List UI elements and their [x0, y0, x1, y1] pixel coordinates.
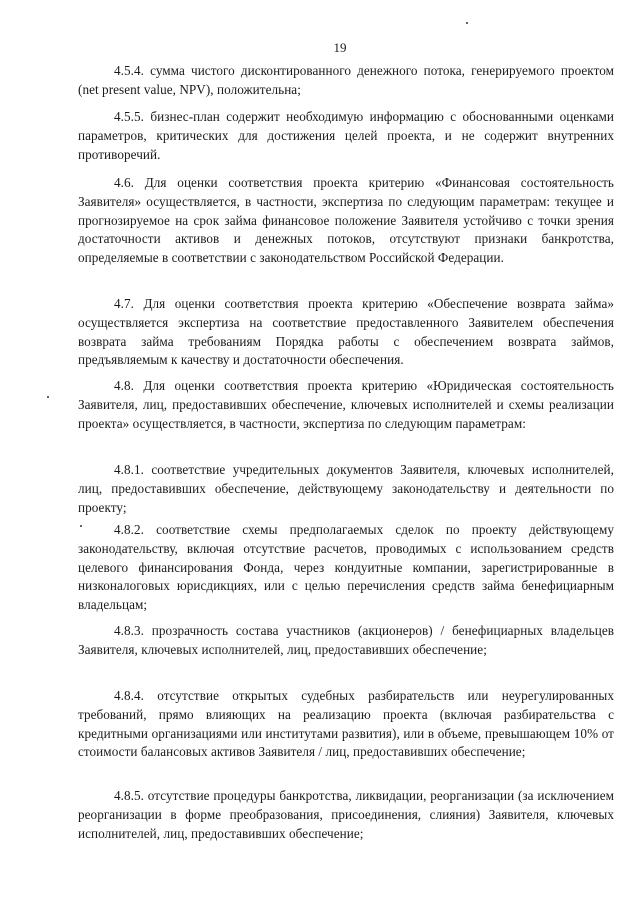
paragraph-4-8-1: 4.8.1. соответствие учредительных документов Заявителя, ключевых исполнителей, лиц, предоставивших обеспечение, действующему законодательству и деятельности по проекту;	[78, 462, 614, 515]
paragraph-4-8-2: 4.8.2. соответствие схемы предполагаемых сделок по проекту действующему законодательству, включая отсутствие расчетов, проводимых с использованием средств целевого финансирования Фонда, через кондуитные компании, зарегистрированные в низконалоговых юрисдикциях, или с целью перечисления средств займа бенефициарным владельцам;	[78, 522, 614, 613]
paragraph-4-7: 4.7. Для оценки соответствия проекта критерию «Обеспечение возврата займа» осуществляется экспертиза на соответствие предоставленного Заявителем обеспечения возврата займа требованиям Порядка работы с обеспечением возврата займов, предъявляемым к качеству и достаточности обеспечения.	[78, 296, 614, 368]
paragraph-4-5-4: 4.5.4. сумма чистого дисконтированного денежного потока, генерируемого проектом (net present value, NPV), положительна;	[78, 63, 614, 97]
page-number: 19	[333, 40, 347, 55]
paragraph-4-8-4: 4.8.4. отсутствие открытых судебных разбирательств или неурегулированных требований, прямо влияющих на реализацию проекта (включая разбирательства с кредитными организациями или институтами развития), или в объеме, превышающем 10% от стоимости балансовых активов Заявителя / лиц, предоставивших обеспечение;	[78, 688, 614, 760]
paragraph-4-8-5: 4.8.5. отсутствие процедуры банкротства, ликвидации, реорганизации (за исключением реорганизации в форме преобразования, присоединения, слияния) Заявителя, ключевых исполнителей, лиц, предоставивших обеспечение;	[78, 788, 614, 841]
paragraph-4-5-5: 4.5.5. бизнес-план содержит необходимую информацию с обоснованными оценками параметров, критических для достижения целей проекта, и не содержит внутренних противоречий.	[78, 109, 614, 162]
paragraph-4-8-3: 4.8.3. прозрачность состава участников (акционеров) / бенефициарных владельцев Заявителя, ключевых исполнителей, лиц, предоставивших обеспечение;	[78, 623, 614, 657]
paragraph-4-8: 4.8. Для оценки соответствия проекта критерию «Юридическая состоятельность Заявителя, лиц, предоставивших обеспечение, ключевых исполнителей и схемы реализации проекта» осуществляется, в частности, экспертиза по следующим параметрам:	[78, 378, 614, 431]
scan-speck	[47, 396, 49, 398]
scan-speck	[466, 22, 468, 24]
paragraph-4-6: 4.6. Для оценки соответствия проекта критерию «Финансовая состоятельность Заявителя» осуществляется, в частности, экспертиза по следующим параметрам: текущее и прогнозируемое на срок займа финансовое положение Заявителя устойчиво с точки зрения достаточности активов и денежных потоков, отсутствуют признаки банкротства, определяемые в соответствии с законодательством Российской Федерации.	[78, 175, 614, 266]
